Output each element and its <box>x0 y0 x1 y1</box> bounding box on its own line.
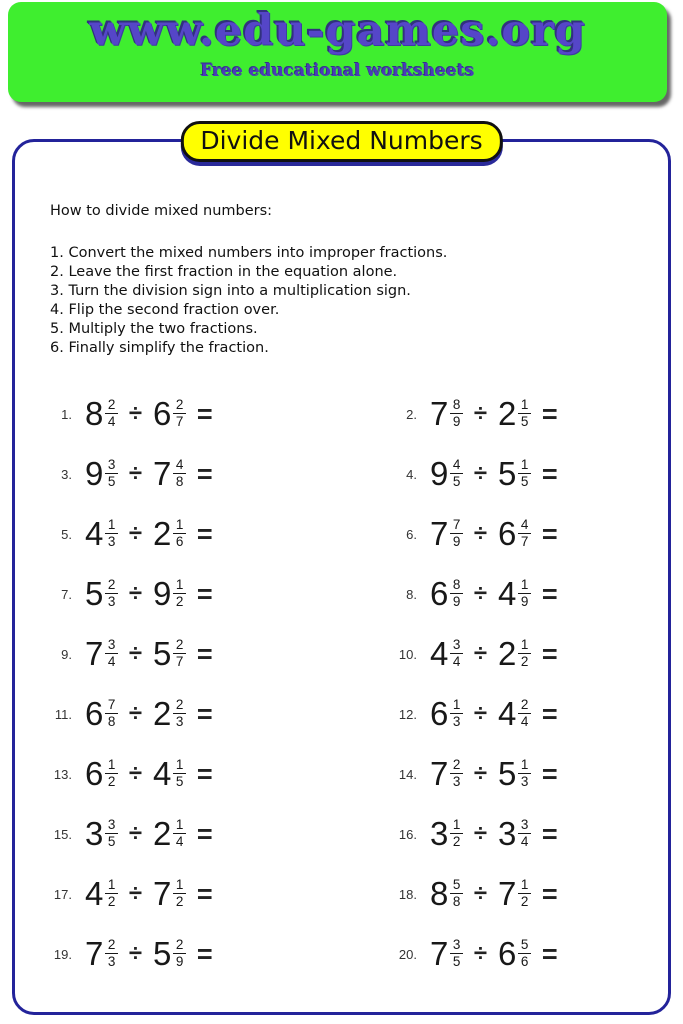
division-sign: ÷ <box>128 700 143 727</box>
equals-sign: = <box>196 458 213 489</box>
equals-sign: = <box>196 698 213 729</box>
dividend-whole-number: 7 <box>85 635 104 672</box>
dividend-denominator: 3 <box>452 713 461 729</box>
divisor-fraction <box>173 938 186 969</box>
division-sign: ÷ <box>128 400 143 427</box>
divisor-fraction <box>173 638 186 669</box>
dividend-numerator: 8 <box>450 398 463 414</box>
problem-row <box>393 516 648 552</box>
division-sign: ÷ <box>473 520 488 547</box>
problem-expression <box>85 816 213 852</box>
problem-row <box>393 576 648 612</box>
dividend-whole-number: 6 <box>85 695 104 732</box>
dividend-numerator: 2 <box>105 938 118 954</box>
equals-sign: = <box>541 398 558 429</box>
divisor-numerator: 1 <box>518 578 531 594</box>
divisor-denominator: 5 <box>520 473 529 489</box>
equals-sign: = <box>196 398 213 429</box>
divisor-fraction <box>518 578 531 609</box>
division-sign: ÷ <box>473 400 488 427</box>
division-sign: ÷ <box>473 880 488 907</box>
divisor-denominator: 9 <box>520 593 529 609</box>
dividend-whole-number: 6 <box>430 575 449 612</box>
problem-expression <box>85 576 213 612</box>
problem-expression <box>430 636 558 672</box>
problem-row <box>48 396 393 432</box>
divisor-fraction <box>173 878 186 909</box>
problem-expression <box>430 396 558 432</box>
dividend-numerator: 1 <box>450 818 463 834</box>
problem-row <box>48 576 393 612</box>
dividend-denominator: 9 <box>452 593 461 609</box>
equals-sign: = <box>196 878 213 909</box>
dividend-fraction <box>105 758 118 789</box>
dividend-numerator: 1 <box>105 878 118 894</box>
dividend-whole-number: 3 <box>430 815 449 852</box>
problem-row <box>393 936 648 972</box>
dividend-denominator: 4 <box>107 413 116 429</box>
divisor-whole-number: 3 <box>498 815 517 852</box>
divisor-fraction <box>173 698 186 729</box>
divisor-numerator: 3 <box>518 818 531 834</box>
dividend-whole-number: 4 <box>85 875 104 912</box>
dividend-denominator: 4 <box>107 653 116 669</box>
divisor-whole-number: 4 <box>153 755 172 792</box>
problem-row <box>48 816 393 852</box>
problem-row <box>393 636 648 672</box>
site-url-text: www.edu-games.org <box>89 6 586 56</box>
problem-row <box>48 636 393 672</box>
dividend-numerator: 1 <box>105 758 118 774</box>
dividend-denominator: 3 <box>107 593 116 609</box>
instruction-step-5: 5. Multiply the two fractions. <box>50 321 258 337</box>
instruction-step-4: 4. Flip the second fraction over. <box>50 302 280 318</box>
dividend-numerator: 3 <box>105 818 118 834</box>
division-sign: ÷ <box>128 640 143 667</box>
dividend-fraction <box>105 638 118 669</box>
divisor-fraction <box>518 878 531 909</box>
problem-number: 5. <box>61 526 72 542</box>
divisor-fraction <box>518 818 531 849</box>
divisor-numerator: 2 <box>173 398 186 414</box>
equals-sign: = <box>541 518 558 549</box>
divisor-whole-number: 2 <box>498 395 517 432</box>
dividend-fraction <box>450 758 463 789</box>
site-tagline: Free educational worksheets <box>200 61 475 81</box>
divisor-numerator: 1 <box>518 878 531 894</box>
dividend-fraction <box>450 458 463 489</box>
problem-number: 4. <box>406 466 417 482</box>
dividend-fraction <box>450 818 463 849</box>
divisor-numerator: 2 <box>173 698 186 714</box>
division-sign: ÷ <box>128 820 143 847</box>
problem-row <box>393 876 648 912</box>
problem-number: 20. <box>398 946 417 962</box>
problem-row <box>48 876 393 912</box>
divisor-fraction <box>173 818 186 849</box>
divisor-numerator: 2 <box>173 938 186 954</box>
divisor-numerator: 1 <box>173 818 186 834</box>
dividend-denominator: 5 <box>107 473 116 489</box>
divisor-numerator: 1 <box>173 758 186 774</box>
division-sign: ÷ <box>473 820 488 847</box>
divisor-denominator: 6 <box>175 533 184 549</box>
equals-sign: = <box>196 638 213 669</box>
dividend-whole-number: 6 <box>430 695 449 732</box>
dividend-denominator: 2 <box>107 773 116 789</box>
divisor-numerator: 1 <box>173 518 186 534</box>
dividend-whole-number: 6 <box>85 755 104 792</box>
divisor-fraction <box>518 758 531 789</box>
problem-expression <box>85 516 213 552</box>
divisor-denominator: 7 <box>175 653 184 669</box>
problem-row <box>48 756 393 792</box>
problem-expression <box>85 756 213 792</box>
divisor-denominator: 2 <box>175 593 184 609</box>
dividend-denominator: 5 <box>107 833 116 849</box>
dividend-denominator: 3 <box>107 533 116 549</box>
divisor-numerator: 1 <box>518 638 531 654</box>
dividend-fraction <box>105 818 118 849</box>
problem-number: 13. <box>53 766 72 782</box>
dividend-numerator: 7 <box>450 518 463 534</box>
divisor-fraction <box>173 758 186 789</box>
dividend-numerator: 3 <box>105 638 118 654</box>
divisor-whole-number: 2 <box>498 635 517 672</box>
dividend-denominator: 4 <box>452 653 461 669</box>
site-banner <box>8 2 667 102</box>
division-sign: ÷ <box>128 880 143 907</box>
division-sign: ÷ <box>473 940 488 967</box>
divisor-denominator: 4 <box>520 713 529 729</box>
divisor-numerator: 2 <box>518 698 531 714</box>
problem-number: 19. <box>53 946 72 962</box>
equals-sign: = <box>541 698 558 729</box>
dividend-numerator: 3 <box>450 638 463 654</box>
dividend-whole-number: 9 <box>85 455 104 492</box>
divisor-denominator: 6 <box>520 953 529 969</box>
dividend-numerator: 2 <box>105 578 118 594</box>
instruction-step-3: 3. Turn the division sign into a multiplication sign. <box>50 283 411 299</box>
dividend-fraction <box>105 518 118 549</box>
divisor-whole-number: 2 <box>153 695 172 732</box>
instruction-step-6: 6. Finally simplify the fraction. <box>50 340 269 356</box>
dividend-denominator: 5 <box>452 953 461 969</box>
dividend-numerator: 2 <box>105 398 118 414</box>
dividend-fraction <box>105 698 118 729</box>
problem-expression <box>430 696 558 732</box>
dividend-whole-number: 8 <box>85 395 104 432</box>
dividend-denominator: 2 <box>107 893 116 909</box>
problem-expression <box>430 576 558 612</box>
division-sign: ÷ <box>128 940 143 967</box>
dividend-whole-number: 7 <box>85 935 104 972</box>
problem-row <box>48 516 393 552</box>
dividend-fraction <box>450 578 463 609</box>
problem-number: 3. <box>61 466 72 482</box>
division-sign: ÷ <box>128 760 143 787</box>
dividend-denominator: 3 <box>107 953 116 969</box>
divisor-numerator: 2 <box>173 638 186 654</box>
dividend-numerator: 5 <box>450 878 463 894</box>
equals-sign: = <box>541 938 558 969</box>
dividend-numerator: 4 <box>450 458 463 474</box>
dividend-numerator: 2 <box>450 758 463 774</box>
divisor-fraction <box>518 698 531 729</box>
dividend-whole-number: 3 <box>85 815 104 852</box>
dividend-fraction <box>105 458 118 489</box>
instruction-step-2: 2. Leave the first fraction in the equation alone. <box>50 264 398 280</box>
problem-row <box>48 936 393 972</box>
problems-grid <box>48 384 648 984</box>
problem-number: 12. <box>398 706 417 722</box>
problem-expression <box>85 456 213 492</box>
dividend-denominator: 8 <box>107 713 116 729</box>
equals-sign: = <box>541 818 558 849</box>
divisor-numerator: 4 <box>518 518 531 534</box>
division-sign: ÷ <box>128 520 143 547</box>
dividend-numerator: 7 <box>105 698 118 714</box>
divisor-whole-number: 5 <box>153 635 172 672</box>
dividend-fraction <box>105 938 118 969</box>
division-sign: ÷ <box>473 700 488 727</box>
divisor-numerator: 1 <box>518 458 531 474</box>
problem-number: 14. <box>398 766 417 782</box>
problem-number: 6. <box>406 526 417 542</box>
problem-expression <box>430 456 558 492</box>
problem-number: 2. <box>406 406 417 422</box>
problem-number: 7. <box>61 586 72 602</box>
dividend-whole-number: 5 <box>85 575 104 612</box>
divisor-fraction <box>173 578 186 609</box>
problem-expression <box>430 756 558 792</box>
dividend-numerator: 3 <box>450 938 463 954</box>
dividend-whole-number: 4 <box>85 515 104 552</box>
problem-number: 8. <box>406 586 417 602</box>
equals-sign: = <box>196 578 213 609</box>
dividend-denominator: 9 <box>452 533 461 549</box>
dividend-fraction <box>450 638 463 669</box>
problem-expression <box>85 636 213 672</box>
problem-row <box>393 696 648 732</box>
divisor-whole-number: 2 <box>153 815 172 852</box>
dividend-whole-number: 8 <box>430 875 449 912</box>
dividend-fraction <box>450 398 463 429</box>
dividend-denominator: 9 <box>452 413 461 429</box>
divisor-whole-number: 9 <box>153 575 172 612</box>
equals-sign: = <box>196 818 213 849</box>
division-sign: ÷ <box>473 760 488 787</box>
equals-sign: = <box>541 638 558 669</box>
divisor-numerator: 5 <box>518 938 531 954</box>
dividend-fraction <box>450 698 463 729</box>
divisor-denominator: 4 <box>175 833 184 849</box>
divisor-fraction <box>173 398 186 429</box>
divisor-denominator: 4 <box>520 833 529 849</box>
divisor-fraction <box>173 518 186 549</box>
dividend-fraction <box>450 518 463 549</box>
problem-expression <box>85 936 213 972</box>
dividend-whole-number: 7 <box>430 395 449 432</box>
problem-row <box>393 396 648 432</box>
problem-number: 17. <box>53 886 72 902</box>
problem-number: 10. <box>398 646 417 662</box>
problem-expression <box>430 936 558 972</box>
divisor-fraction <box>518 398 531 429</box>
divisor-numerator: 1 <box>173 878 186 894</box>
problem-row <box>393 816 648 852</box>
equals-sign: = <box>196 518 213 549</box>
divisor-fraction <box>518 938 531 969</box>
dividend-denominator: 8 <box>452 893 461 909</box>
worksheet-title: Divide Mixed Numbers <box>180 121 502 162</box>
division-sign: ÷ <box>473 460 488 487</box>
dividend-numerator: 8 <box>450 578 463 594</box>
divisor-whole-number: 5 <box>153 935 172 972</box>
divisor-whole-number: 6 <box>153 395 172 432</box>
divisor-numerator: 1 <box>173 578 186 594</box>
problem-expression <box>85 876 213 912</box>
divisor-numerator: 1 <box>518 398 531 414</box>
problem-number: 1. <box>61 406 72 422</box>
dividend-fraction <box>450 878 463 909</box>
divisor-whole-number: 7 <box>498 875 517 912</box>
divisor-whole-number: 4 <box>498 575 517 612</box>
divisor-numerator: 4 <box>173 458 186 474</box>
division-sign: ÷ <box>128 460 143 487</box>
divisor-denominator: 2 <box>520 653 529 669</box>
dividend-numerator: 3 <box>105 458 118 474</box>
dividend-fraction <box>105 398 118 429</box>
dividend-whole-number: 7 <box>430 515 449 552</box>
problem-expression <box>430 816 558 852</box>
dividend-whole-number: 7 <box>430 935 449 972</box>
dividend-denominator: 3 <box>452 773 461 789</box>
divisor-numerator: 1 <box>518 758 531 774</box>
divisor-whole-number: 6 <box>498 515 517 552</box>
divisor-fraction <box>173 458 186 489</box>
divisor-denominator: 9 <box>175 953 184 969</box>
problem-expression <box>85 696 213 732</box>
equals-sign: = <box>541 458 558 489</box>
divisor-denominator: 5 <box>520 413 529 429</box>
divisor-denominator: 7 <box>520 533 529 549</box>
problem-number: 15. <box>53 826 72 842</box>
divisor-whole-number: 7 <box>153 875 172 912</box>
divisor-denominator: 5 <box>175 773 184 789</box>
problem-expression <box>430 516 558 552</box>
divisor-fraction <box>518 458 531 489</box>
divisor-denominator: 3 <box>520 773 529 789</box>
dividend-numerator: 1 <box>105 518 118 534</box>
dividend-denominator: 5 <box>452 473 461 489</box>
problem-row <box>48 456 393 492</box>
equals-sign: = <box>196 758 213 789</box>
division-sign: ÷ <box>128 580 143 607</box>
problem-row <box>393 456 648 492</box>
divisor-denominator: 8 <box>175 473 184 489</box>
divisor-denominator: 3 <box>175 713 184 729</box>
problem-expression <box>430 876 558 912</box>
equals-sign: = <box>541 758 558 789</box>
dividend-whole-number: 7 <box>430 755 449 792</box>
divisor-denominator: 2 <box>175 893 184 909</box>
divisor-fraction <box>518 518 531 549</box>
problem-number: 9. <box>61 646 72 662</box>
divisor-whole-number: 4 <box>498 695 517 732</box>
divisor-denominator: 2 <box>520 893 529 909</box>
instructions-heading: How to divide mixed numbers: <box>50 203 273 219</box>
dividend-whole-number: 9 <box>430 455 449 492</box>
divisor-whole-number: 6 <box>498 935 517 972</box>
problem-number: 11. <box>54 706 72 722</box>
instructions-block <box>50 202 447 358</box>
equals-sign: = <box>196 938 213 969</box>
problem-expression <box>85 396 213 432</box>
dividend-fraction <box>450 938 463 969</box>
equals-sign: = <box>541 878 558 909</box>
divisor-whole-number: 2 <box>153 515 172 552</box>
problem-number: 16. <box>398 826 417 842</box>
divisor-whole-number: 5 <box>498 755 517 792</box>
division-sign: ÷ <box>473 640 488 667</box>
divisor-fraction <box>518 638 531 669</box>
dividend-fraction <box>105 878 118 909</box>
dividend-numerator: 1 <box>450 698 463 714</box>
equals-sign: = <box>541 578 558 609</box>
instruction-step-1: 1. Convert the mixed numbers into improper fractions. <box>50 245 448 261</box>
divisor-whole-number: 7 <box>153 455 172 492</box>
divisor-denominator: 7 <box>175 413 184 429</box>
dividend-whole-number: 4 <box>430 635 449 672</box>
dividend-denominator: 2 <box>452 833 461 849</box>
problem-number: 18. <box>398 886 417 902</box>
problem-row <box>48 696 393 732</box>
divisor-whole-number: 5 <box>498 455 517 492</box>
dividend-fraction <box>105 578 118 609</box>
problem-row <box>393 756 648 792</box>
division-sign: ÷ <box>473 580 488 607</box>
